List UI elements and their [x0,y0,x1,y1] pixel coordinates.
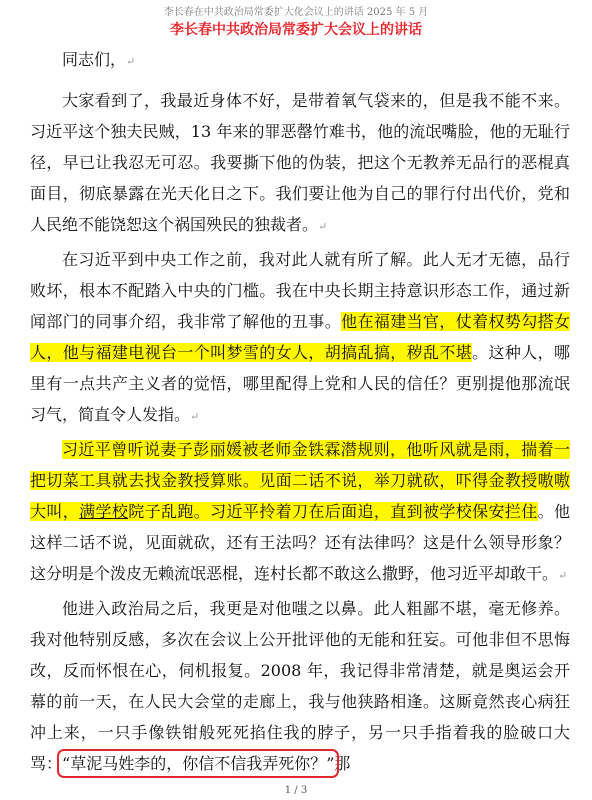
paragraph-4-text-b: 那 [334,754,351,773]
paragraph-2 [30,244,570,432]
paragraph-2-text-a: 在习近平到中央工作之前，我对此人就有所了解。此人无才无德，品行败坏，根本不配踏入中央的门槛。我在中央长期主持意识形态工作，通过新闻部门的同事介绍，我非常了解他的丑事。 [30,250,570,331]
paragraph-4 [30,593,570,779]
document-body [30,44,570,781]
paragraph-mark-icon: ↵ [190,410,200,423]
paragraph-3-underlined: 满学校 [79,502,129,521]
page-indicator: 1 / 3 [284,785,308,796]
paragraph-3-highlight-b: 院子乱跑。习近平拎着刀在后面追，直到被学校保安拦住 [128,502,538,521]
running-header: 李长春在中共政治局常委扩大化会议上的讲话 2025 年 5 月 [163,7,429,18]
quote-box: “草泥马姓李的，你信不信我弄死你？” [62,754,335,773]
paragraph-3-highlight-a: 习近平曾听说妻子彭丽媛被老师金铁霖潜规则，他听风就是雨，揣着一把切菜工具就去找金教授算账。见面二话不说，举刀就砍，吓得金教授嗷嗷大叫， [30,440,570,521]
paragraph-mark-icon: ↵ [318,220,328,233]
paragraph-mark-icon: ↵ [126,55,136,68]
salutation-text: 同志们， [62,50,127,69]
paragraph-mark-icon: ↵ [558,569,568,582]
salutation-paragraph [30,44,570,77]
paragraph-3-text-b: 。他这样二话不说，见面就砍，还有王法吗？还有法律吗？这是什么领导形象？这分明是个泼皮无赖流氓恶棍，连村长都不敢这么撒野，他习近平却敢干。 [30,502,570,583]
paragraph-4-text-a: 他进入政治局之后，我更是对他嗤之以鼻。此人粗鄙不堪，毫无修养。我对他特别反感，多次在会议上公开批评他的无能和狂妄。可他非但不思悔改，反而怀恨在心，伺机报复。2008 年，我记得非常清楚，就是奥运会开幕的前一天，在人民大会堂的走廊上，我与他狭路相逢。这厮竟然丧心病狂冲上来，一只手像铁钳般死死掐住我的脖子，另一只手指着我的脸破口大骂： [30,599,570,773]
paragraph-1 [30,85,570,242]
paragraph-2-text-b: 。这种人，哪里有一点共产主义者的觉悟，哪里配得上党和人民的信任？更别提他那流氓习气，简直令人发指。 [30,343,570,424]
paragraph-1-text: 大家看到了，我最近身体不好，是带着氧气袋来的，但是我不能不来。习近平这个独夫民贼，13 年来的罪恶罄竹难书，他的流氓嘴脸，他的无耻行径，早已让我忍无可忍。我要撕下他的伪装，把这个无教养无品行的恶棍真面目，彻底暴露在光天化日之下。我们要让他为自己的罪行付出代价，党和人民绝不能饶恕这个祸国殃民的独裁者。 [30,91,570,234]
paragraph-2-highlight: 他在福建当官，仗着权势勾搭女人，他与福建电视台一个叫梦雪的女人，胡搞乱搞，秽乱不堪 [30,312,570,362]
document-title: 李长春中共政治局常委扩大会议上的讲话 [170,22,422,38]
paragraph-3 [30,434,570,591]
